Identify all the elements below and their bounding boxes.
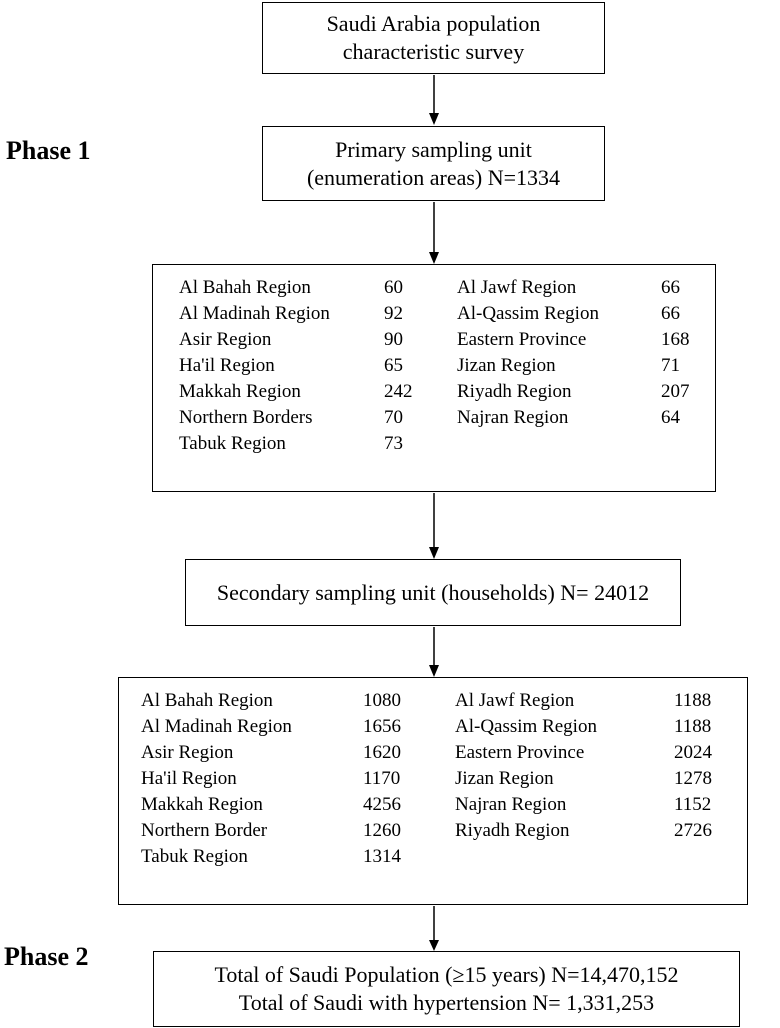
region-name: Makkah Region [141, 794, 263, 815]
region-value: 66 [661, 277, 680, 298]
region-value: 1656 [363, 716, 401, 737]
region-name: Al Jawf Region [455, 690, 575, 711]
psu-row [179, 431, 449, 457]
psu-row [179, 301, 449, 327]
ssu-regions-right [455, 688, 745, 844]
region-name: Jizan Region [457, 355, 556, 376]
region-value: 70 [384, 407, 403, 428]
psu-regions-right [457, 275, 707, 431]
ssu-row [141, 818, 441, 844]
region-name: Al Bahah Region [141, 690, 273, 711]
ssu-row [455, 740, 745, 766]
psu-row [179, 405, 449, 431]
region-name: Eastern Province [455, 742, 585, 763]
psu-row [457, 301, 707, 327]
secondary-sampling-unit-box [185, 559, 681, 626]
ssu-row [141, 688, 441, 714]
region-name: Riyadh Region [455, 820, 570, 841]
region-value: 60 [384, 277, 403, 298]
totals-line2: Total of Saudi with hypertension N= 1,331,253 [238, 990, 655, 1015]
region-value: 1314 [363, 846, 401, 867]
ssu-row [455, 766, 745, 792]
region-name: Riyadh Region [457, 381, 572, 402]
arrow-regions-to-ssu [425, 493, 445, 559]
region-value: 73 [384, 433, 403, 454]
region-value: 71 [661, 355, 680, 376]
ssu-row [141, 766, 441, 792]
psu-row [457, 275, 707, 301]
region-value: 1260 [363, 820, 401, 841]
totals-line1: Total of Saudi Population (≥15 years) N=14,470,152 [214, 962, 679, 987]
psu-regions-left [179, 275, 449, 457]
region-name: Al Madinah Region [141, 716, 292, 737]
region-name: Eastern Province [457, 329, 587, 350]
region-value: 2726 [674, 820, 712, 841]
survey-box-line2: characteristic survey [342, 39, 525, 64]
arrow-psu-to-regions [425, 202, 445, 264]
ssu-row [455, 818, 745, 844]
region-name: Asir Region [179, 329, 272, 350]
psu-row [457, 379, 707, 405]
region-name: Asir Region [141, 742, 234, 763]
psu-box-line1: Primary sampling unit [335, 136, 532, 162]
region-name: Najran Region [455, 794, 567, 815]
region-value: 168 [661, 329, 690, 350]
arrow-regions-to-totals [425, 906, 445, 952]
region-value: 92 [384, 303, 403, 324]
totals-box [153, 951, 740, 1027]
ssu-row [141, 714, 441, 740]
region-value: 66 [661, 303, 680, 324]
region-value: 1620 [363, 742, 401, 763]
psu-row [457, 327, 707, 353]
psu-row [179, 275, 449, 301]
psu-row [457, 405, 707, 431]
psu-row [179, 353, 449, 379]
psu-regions-box [152, 264, 716, 492]
region-name: Northern Borders [179, 407, 313, 428]
ssu-row [455, 792, 745, 818]
psu-row [179, 379, 449, 405]
region-value: 1188 [674, 690, 712, 711]
region-value: 64 [661, 407, 680, 428]
ssu-row [455, 688, 745, 714]
ssu-row [141, 740, 441, 766]
psu-row [179, 327, 449, 353]
psu-row [457, 353, 707, 379]
survey-box [262, 2, 605, 74]
ssu-row [141, 792, 441, 818]
region-name: Tabuk Region [179, 433, 286, 454]
region-value: 65 [384, 355, 403, 376]
ssu-box-text: Secondary sampling unit (households) N= 24012 [216, 579, 650, 605]
region-name: Al-Qassim Region [455, 716, 597, 737]
arrow-ssu-to-regions [425, 627, 445, 677]
phase-1-label: Phase 1 [6, 136, 91, 165]
region-value: 90 [384, 329, 403, 350]
region-name: Al Bahah Region [179, 277, 311, 298]
region-name: Ha'il Region [141, 768, 237, 789]
region-name: Tabuk Region [141, 846, 248, 867]
region-value: 1188 [674, 716, 712, 737]
region-value: 2024 [674, 742, 712, 763]
region-name: Makkah Region [179, 381, 301, 402]
region-value: 1152 [674, 794, 712, 815]
region-name: Najran Region [457, 407, 569, 428]
region-value: 4256 [363, 794, 401, 815]
phase-2-label: Phase 2 [4, 942, 89, 971]
region-value: 242 [384, 381, 413, 402]
ssu-row [455, 714, 745, 740]
region-name: Al-Qassim Region [457, 303, 599, 324]
region-name: Jizan Region [455, 768, 554, 789]
region-name: Al Madinah Region [179, 303, 330, 324]
region-name: Ha'il Region [179, 355, 275, 376]
arrow-survey-to-psu [425, 75, 445, 125]
ssu-regions-box [118, 677, 748, 905]
survey-box-line1: Saudi Arabia population [326, 11, 541, 36]
primary-sampling-unit-box [262, 126, 605, 201]
ssu-regions-left [141, 688, 441, 870]
region-value: 1170 [363, 768, 401, 789]
ssu-row [141, 844, 441, 870]
region-value: 1278 [674, 768, 712, 789]
region-value: 1080 [363, 690, 401, 711]
psu-box-line2: (enumeration areas) N=1334 [306, 164, 561, 190]
region-name: Al Jawf Region [457, 277, 577, 298]
region-name: Northern Border [141, 820, 268, 841]
region-value: 207 [661, 381, 690, 402]
